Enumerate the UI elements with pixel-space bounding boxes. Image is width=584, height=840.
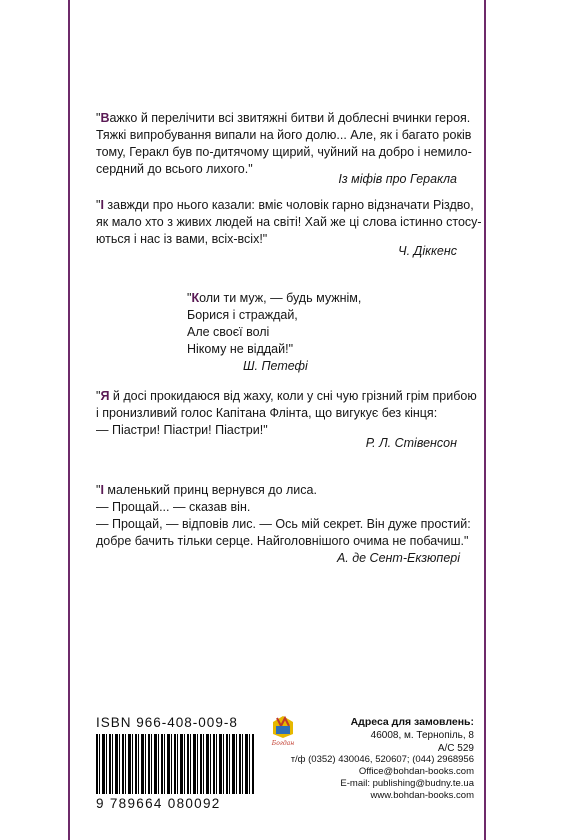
quote-4-line-1: й досі прокидаюся від жаху, коли у сні чую грізний грім прибою <box>109 389 477 403</box>
quote-5-author: А. де Сент-Екзюпері <box>336 551 460 565</box>
quote-1-author: Із міфів про Геракла <box>338 172 457 186</box>
quote-2-line-2: як мало хто з живих людей на світі! Хай же ці слова істинно стосу- <box>96 215 482 229</box>
publisher-phone: т/ф (0352) 430046, 520607; (044) 2968956 <box>290 754 474 765</box>
quote-1-initial: В <box>100 111 110 125</box>
quote-2-line-3: ються і нас із вами, всіх-всіх!" <box>96 232 268 246</box>
barcode-number: 9 789664 080092 <box>96 796 221 811</box>
publisher-address <box>351 716 474 755</box>
quote-5-initial: І <box>100 483 104 497</box>
publisher-website: www.bohdan-books.com <box>370 790 474 801</box>
quote-4-line-2: і пронизливий голос Капітана Флінта, що вигукує без кінця: <box>96 406 438 420</box>
quote-1: "Важко й перелічити всі звитяжні битви й доблесні вчинки героя. Тяжкі випробування випали на його долю... Але, як і багато років тому, Геракл був по-дитячому щирий, чуйний на добро і немило- сердний до всього лихого." <box>96 111 472 176</box>
quote-1-line-4: сердний до всього лихого." <box>96 162 253 176</box>
left-border-line <box>68 0 70 840</box>
order-po-box: А/С 529 <box>437 743 474 754</box>
quote-2-line-1: завжди про нього казали: вміє чоловік гарно відзначати Різдво, <box>103 198 474 212</box>
publisher-logo-icon <box>270 712 296 748</box>
publisher-email: E-mail: publishing@budny.te.ua <box>340 778 474 789</box>
order-heading: Адреса для замовлень: <box>350 716 474 728</box>
quote-4: "Я й досі прокидаюся від жаху, коли у сні чую грізний грім прибою і пронизливий голос Капітана Флінта, що вигукує без кінця: — Піастри! Піастри! Піастри!" <box>96 389 477 437</box>
quote-4-line-3: — Піастри! Піастри! Піастри!" <box>96 423 268 437</box>
svg-text:Богдан: Богдан <box>271 740 295 747</box>
quote-2-author: Ч. Діккенс <box>398 244 457 258</box>
quote-5-line-1: маленький принц вернувся до лиса. <box>103 483 317 497</box>
quote-2: "І завжди про нього казали: вміє чоловік гарно відзначати Різдво, як мало хто з живих людей на світі! Хай же ці слова істинно стосу- ються і нас із вами, всіх-всіх!" <box>96 198 482 246</box>
quote-3-line-4: Нікому не віддай!" <box>187 342 293 356</box>
quote-3: "Коли ти муж, — будь мужнім, Борися і страждай, Але своєї волі Нікому не віддай!" <box>187 291 362 356</box>
quote-1-line-3: тому, Геракл був по-дитячому щирий, чуйний на добро і немило- <box>96 145 472 159</box>
quote-5-line-4: добре бачить тільки серце. Найголовнішого очима не побачиш." <box>96 534 469 548</box>
quote-1-line-2: Тяжкі випробування випали на його долю... Але, як і багато років <box>96 128 472 142</box>
quote-3-initial: К <box>191 291 200 305</box>
order-address: 46008, м. Тернопіль, 8 <box>370 730 474 741</box>
quote-3-line-1: оли ти муж, — будь мужнім, <box>199 291 362 305</box>
right-border-line <box>484 0 486 840</box>
publisher-contacts <box>291 754 474 802</box>
quote-3-author: Ш. Петефі <box>243 359 308 373</box>
quote-3-line-3: Але своєї волі <box>187 325 270 339</box>
barcode-image <box>96 734 254 794</box>
quote-4-author: Р. Л. Стівенсон <box>365 436 457 450</box>
quote-5: "І маленький принц вернувся до лиса. — Прощай... — сказав він. — Прощай, — відповів лис. — Ось мій секрет. Він дуже простий: добре бачить тільки серце. Найголовнішого очима не побачиш." <box>96 483 471 548</box>
isbn-text: ISBN 966-408-009-8 <box>96 715 238 730</box>
quote-5-line-2: — Прощай... — сказав він. <box>96 500 251 514</box>
quote-5-line-3: — Прощай, — відповів лис. — Ось мій секрет. Він дуже простий: <box>96 517 471 531</box>
quote-2-initial: І <box>100 198 104 212</box>
quote-1-line-1: ажко й перелічити всі звитяжні битви й доблесні вчинки героя. <box>109 111 471 125</box>
quote-4-initial: Я <box>100 389 110 403</box>
quote-3-line-2: Борися і страждай, <box>187 308 298 322</box>
publisher-office-email: Office@bohdan-books.com <box>358 766 474 777</box>
